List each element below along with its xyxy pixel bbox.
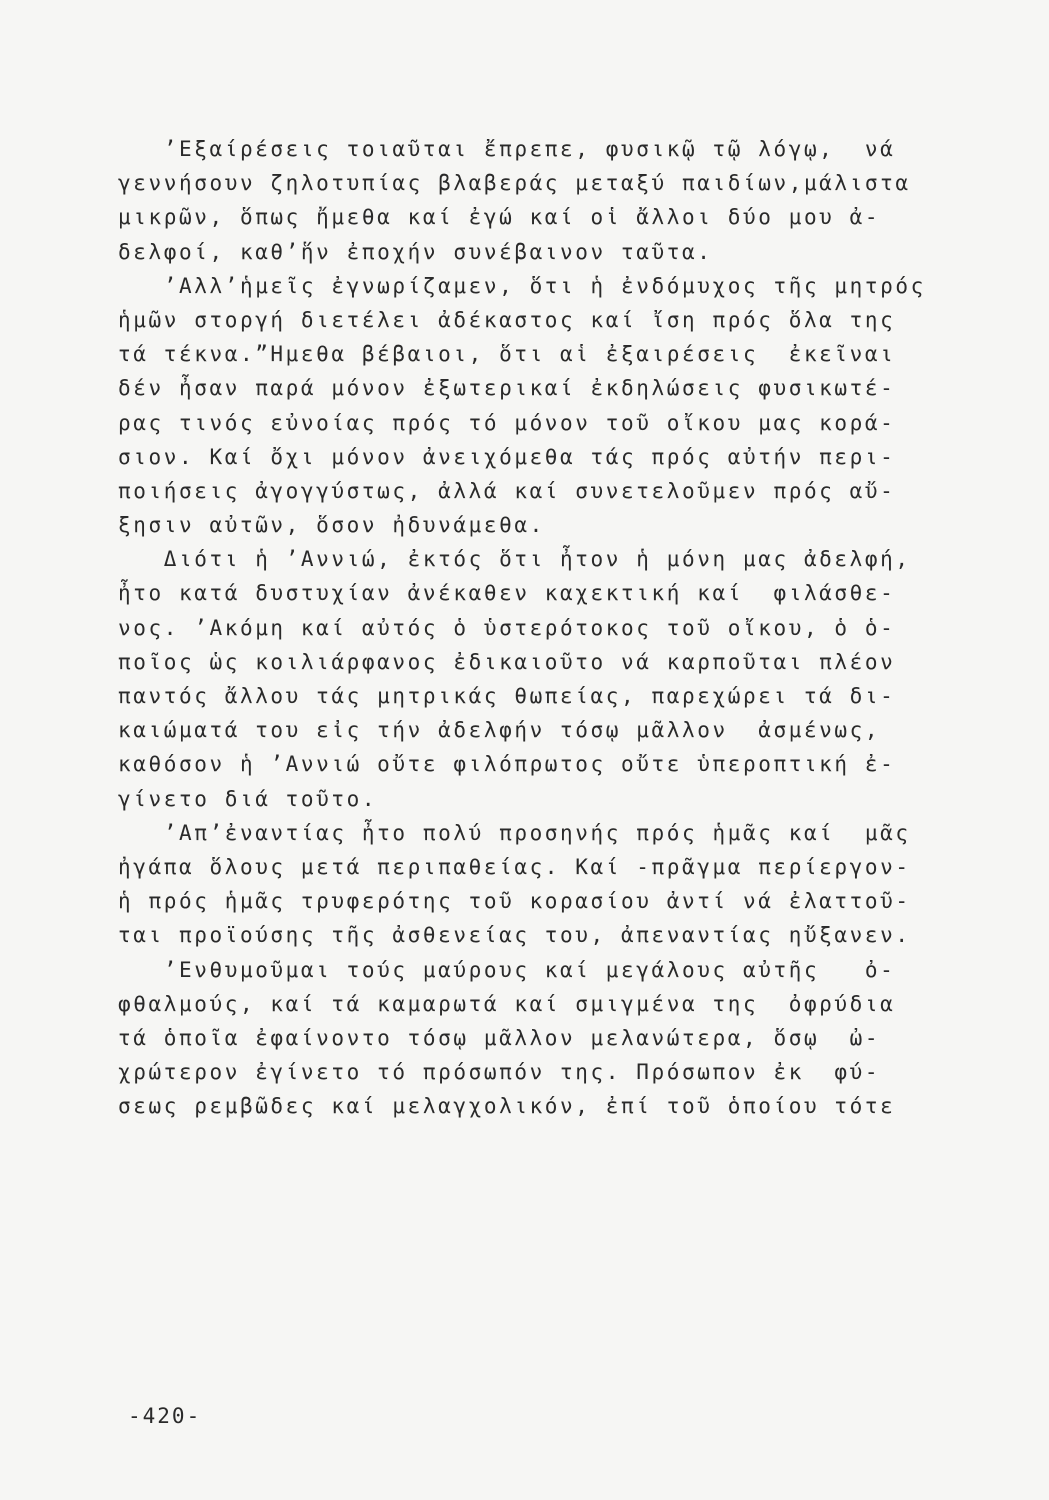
text-line: δελφοί, καθ’ἥν ἐποχήν συνέβαινον ταῦτα. (118, 239, 713, 264)
text-line: ἠγάπα ὅλους μετά περιπαθείας. Καί -πρᾶγμα περίεργον- (118, 854, 911, 879)
text-line: ’Αλλ’ἡμεῖς ἐγνωρίζαμεν, ὅτι ἡ ἐνδόμυχος τῆς μητρός (118, 273, 926, 298)
text-line: ’Ενθυμοῦμαι τούς μαύρους καί μεγάλους αὐτῆς ὀ- (118, 957, 896, 982)
text-line: τά τέκνα.”Ημεθα βέβαιοι, ὅτι αἱ ἐξαιρέσεις ἐκεῖναι (118, 342, 896, 367)
text-line: σεως ρεμβῶδες καί μελαγχολικόν, ἐπί τοῦ ὁποίου τότε (118, 1094, 896, 1119)
text-line: γεννήσουν ζηλοτυπίας βλαβεράς μεταξύ παιδίων,μάλιστα (118, 171, 911, 196)
text-line: Διότι ἡ ’Αννιώ, ἐκτός ὅτι ἦτον ἡ μόνη μας ἀδελφή, (118, 547, 911, 572)
text-line: ρας τινός εὐνοίας πρός τό μόνον τοῦ οἴκου μας κορά- (118, 410, 896, 435)
text-line: ποιήσεις ἀγογγύστως, ἀλλά καί συνετελοῦμεν πρός αὔ- (118, 478, 896, 503)
text-line: σιον. Καί ὄχι μόνον ἀνειχόμεθα τάς πρός αὐτήν περι- (118, 444, 896, 469)
text-line: μικρῶν, ὅπως ἤμεθα καί ἐγώ καί οἱ ἄλλοι δύο μου ἀ- (118, 205, 881, 230)
text-line: ἡμῶν στοργή διετέλει ἀδέκαστος καί ἴση πρός ὅλα της (118, 307, 896, 332)
text-line: ἦτο κατά δυστυχίαν ἀνέκαθεν καχεκτική καί φιλάσθε- (118, 581, 896, 606)
text-line: ξησιν αὐτῶν, ὅσον ἠδυνάμεθα. (118, 513, 545, 538)
body-text (118, 132, 1008, 1123)
text-line: ἡ πρός ἡμᾶς τρυφερότης τοῦ κορασίου ἀντί νά ἐλαττοῦ- (118, 889, 911, 914)
text-line: τά ὁποῖα ἐφαίνοντο τόσῳ μᾶλλον μελανώτερα, ὅσῳ ὠ- (118, 1025, 881, 1050)
text-line: ποῖος ὡς κοιλιάρφανος ἐδικαιοῦτο νά καρποῦται πλέον (118, 649, 896, 674)
text-line: ’Απ’ἐναντίας ἦτο πολύ προσηνής πρός ἡμᾶς καί μᾶς (118, 820, 911, 845)
text-line: φθαλμούς, καί τά καμαρωτά καί σμιγμένα της ὀφρύδια (118, 991, 896, 1016)
text-line: νος. ’Ακόμη καί αὐτός ὁ ὑστερότοκος τοῦ οἴκου, ὁ ὁ- (118, 615, 896, 640)
text-line: δέν ἦσαν παρά μόνον ἐξωτερικαί ἐκδηλώσεις φυσικωτέ- (118, 376, 896, 401)
text-line: ’Εξαίρέσεις τοιαῦται ἔπρεπε, φυσικῷ τῷ λόγῳ, νά (118, 137, 896, 161)
page-number: -420- (128, 1404, 202, 1428)
text-line: παντός ἄλλου τάς μητρικάς θωπείας, παρεχώρει τά δι- (118, 684, 896, 708)
text-line: γίνετο διά τοῦτο. (118, 786, 378, 811)
text-line: ται προϊούσης τῆς ἀσθενείας του, ἀπεναντίας ηὔξανεν. (118, 923, 911, 948)
text-line: χρώτερον ἐγίνετο τό πρόσωπόν της. Πρόσωπον ἐκ φύ- (118, 1060, 881, 1085)
text-line: καιώματά του εἰς τήν ἀδελφήν τόσῳ μᾶλλον ἀσμένως, (118, 718, 881, 743)
text-line: καθόσον ἡ ’Αννιώ οὔτε φιλόπρωτος οὔτε ὑπεροπτική ἐ- (118, 752, 896, 777)
